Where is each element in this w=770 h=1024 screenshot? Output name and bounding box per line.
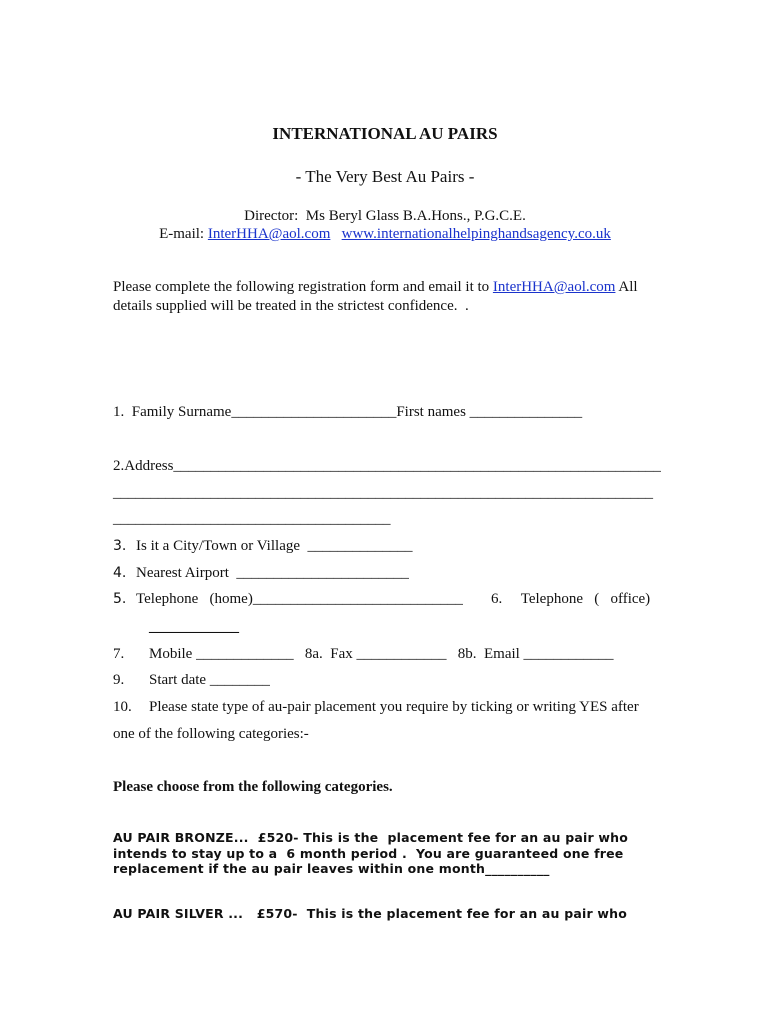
document-subtitle: - The Very Best Au Pairs -	[295, 167, 475, 186]
q10-number: 10.	[113, 699, 132, 715]
q10-text-line-2: one of the following categories:-	[113, 726, 309, 742]
categories-heading: Please choose from the following categories.	[113, 779, 393, 795]
field-family-surname[interactable]: 1. Family Surname______________________First names _______________	[113, 404, 583, 420]
intro-email-link[interactable]: InterHHA@aol.com	[492, 279, 616, 295]
field-start-date[interactable]: Start date ________	[149, 672, 270, 688]
q4-number: 4.	[113, 565, 127, 581]
field-telephone-office-label: 6. Telephone ( office)	[491, 591, 651, 607]
silver-line-1: AU PAIR SILVER ... £570- This is the placement fee for an au pair who	[113, 906, 628, 921]
field-telephone-office[interactable]: ____________	[149, 619, 239, 635]
bronze-line-1: AU PAIR BRONZE... £520- This is the placement fee for an au pair who	[113, 830, 629, 845]
bronze-line-3[interactable]: replacement if the au pair leaves within one month__________	[113, 861, 550, 876]
document-title: INTERNATIONAL AU PAIRS	[272, 124, 498, 143]
intro-line-1: Please complete the following registration form and email it to InterHHA@aol.com All	[113, 279, 638, 295]
field-mobile-fax-email[interactable]: Mobile _____________ 8a. Fax ____________ 8b. Email ____________	[149, 646, 614, 662]
bronze-line-2: intends to stay up to a 6 month period . You are guaranteed one free	[113, 846, 624, 861]
email-label: E-mail:	[159, 226, 208, 242]
website-link[interactable]: www.internationalhelpinghandsagency.co.uk	[341, 226, 611, 242]
email-link[interactable]: InterHHA@aol.com	[207, 226, 331, 242]
q9-number: 9.	[113, 672, 125, 688]
field-city-town-village[interactable]: Is it a City/Town or Village ______________	[136, 538, 413, 554]
q3-number: 3.	[113, 538, 127, 554]
director-line: Director: Ms Beryl Glass B.A.Hons., P.G.C.E.	[244, 208, 526, 224]
field-address-line-1[interactable]: 2.Address_________________________________________________________________	[113, 458, 661, 474]
field-nearest-airport[interactable]: Nearest Airport _______________________	[136, 565, 409, 581]
contact-line	[0, 226, 770, 243]
field-address-line-2[interactable]: ________________________________________________________________________	[113, 485, 653, 501]
q10-text: Please state type of au-pair placement you require by ticking or writing YES after	[149, 699, 639, 715]
q5-number: 5.	[113, 591, 127, 607]
field-telephone-home[interactable]: Telephone (home)____________________________	[136, 591, 463, 607]
intro-line-2: details supplied will be treated in the strictest confidence. .	[113, 298, 469, 314]
field-address-line-3[interactable]: _____________________________________	[113, 511, 391, 527]
q7-number: 7.	[113, 646, 125, 662]
